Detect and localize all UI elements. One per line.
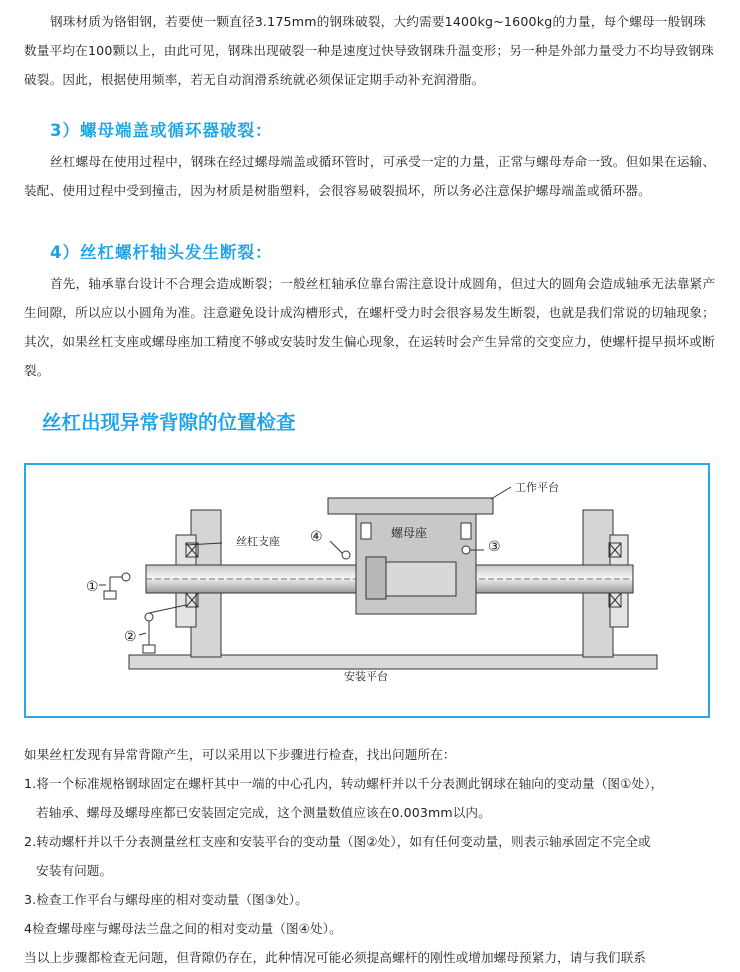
heading-shaft-break: 4）丝杠螺杆轴头发生断裂： <box>50 243 273 262</box>
nut-cover-text: 丝杠螺母在使用过程中，钢珠在经过螺母端盖或循环管时，可承受一定的力量，正常与螺母寿命一致。但如果在运输、装配、使用过程中受到撞击，因为材质是树脂塑料，会很容易破裂损坏，所以务必注意保护螺母端盖或循环器。 <box>24 154 716 198</box>
steps-intro: 如果丝杠发现有异常背隙产生，可以采用以下步骤进行检查，找出问题所在： <box>24 747 456 762</box>
step-5: 当以上步骤都检查无问题，但背隙仍存在，此种情况可能必须提高螺杆的刚性或增加螺母预紧力，请与我们联系 <box>24 950 646 965</box>
work-table <box>328 498 493 514</box>
label-screw-support: 丝杠支座 <box>236 535 280 548</box>
step-3: 3.检查工作平台与螺母座的相对变动量（图③处）。 <box>24 892 308 907</box>
ballscrew-diagram-svg <box>26 465 708 716</box>
step-2-line-2: 安装有问题。 <box>36 863 113 878</box>
heading-nut-cover: 3）螺母端盖或循环器破裂： <box>50 121 273 140</box>
heading-backlash-check: 丝杠出现异常背隙的位置检查 <box>42 411 296 434</box>
ballscrew-diagram <box>24 463 710 718</box>
marker-3: ③ <box>488 539 501 555</box>
nut-body <box>386 562 456 596</box>
marker-4: ④ <box>310 529 323 545</box>
nut-flange <box>366 557 386 599</box>
step-4: 4检查螺母座与螺母法兰盘之间的相对变动量（图④处）。 <box>24 921 342 936</box>
label-mount-table: 安装平台 <box>344 670 388 683</box>
marker-1: ① <box>86 579 99 595</box>
marker-2: ② <box>124 629 137 645</box>
step-1-line-2: 若轴承、螺母及螺母座都已安装固定完成，这个测量数值应该在0.003mm以内。 <box>36 805 491 820</box>
shaft-break-text: 首先，轴承靠台设计不合理会造成断裂；一般丝杠轴承位靠台需注意设计成圆角，但过大的圆角会造成轴承无法靠紧产生间隙，所以应以小圆角为准。注意避免设计成沟槽形式，在螺杆受力时会很容易发生断裂，也就是我们常说的切轴现象；其次，如果丝杠支座或螺母座加工精度不够或安装时发生偏心现象，在运转时会产生异常的交变应力，使螺杆提早损坏或断裂。 <box>24 276 716 378</box>
intro-text: 钢珠材质为铬钼钢，若要使一颗直径3.175mm的钢珠破裂，大约需要1400kg~1600kg的力量，每个螺母一般钢珠数量平均在100颗以上，由此可见，钢珠出现破裂一种是速度过快导致钢珠升温变形；另一种是外部力量受力不均导致钢珠破裂。因此，根据使用频率，若无自动润滑系统就必须保证定期手动补充润滑脂。 <box>24 14 714 87</box>
step-2-line-1: 2.转动螺杆并以千分表测量丝杠支座和安装平台的变动量（图②处），如有任何变动量，则表示轴承固定不完全或 <box>24 834 651 849</box>
label-nut-seat: 螺母座 <box>391 526 428 540</box>
intro-paragraph <box>24 7 716 94</box>
step-1-line-1: 1.将一个标准规格钢球固定在螺杆其中一端的中心孔内，转动螺杆并以千分表测此钢球在轴向的变动量（图①处）， <box>24 776 664 791</box>
nut-cover-paragraph <box>24 147 716 205</box>
shaft-break-paragraph <box>24 269 716 385</box>
label-work-table: 工作平台 <box>515 481 559 494</box>
check-steps <box>24 740 724 972</box>
